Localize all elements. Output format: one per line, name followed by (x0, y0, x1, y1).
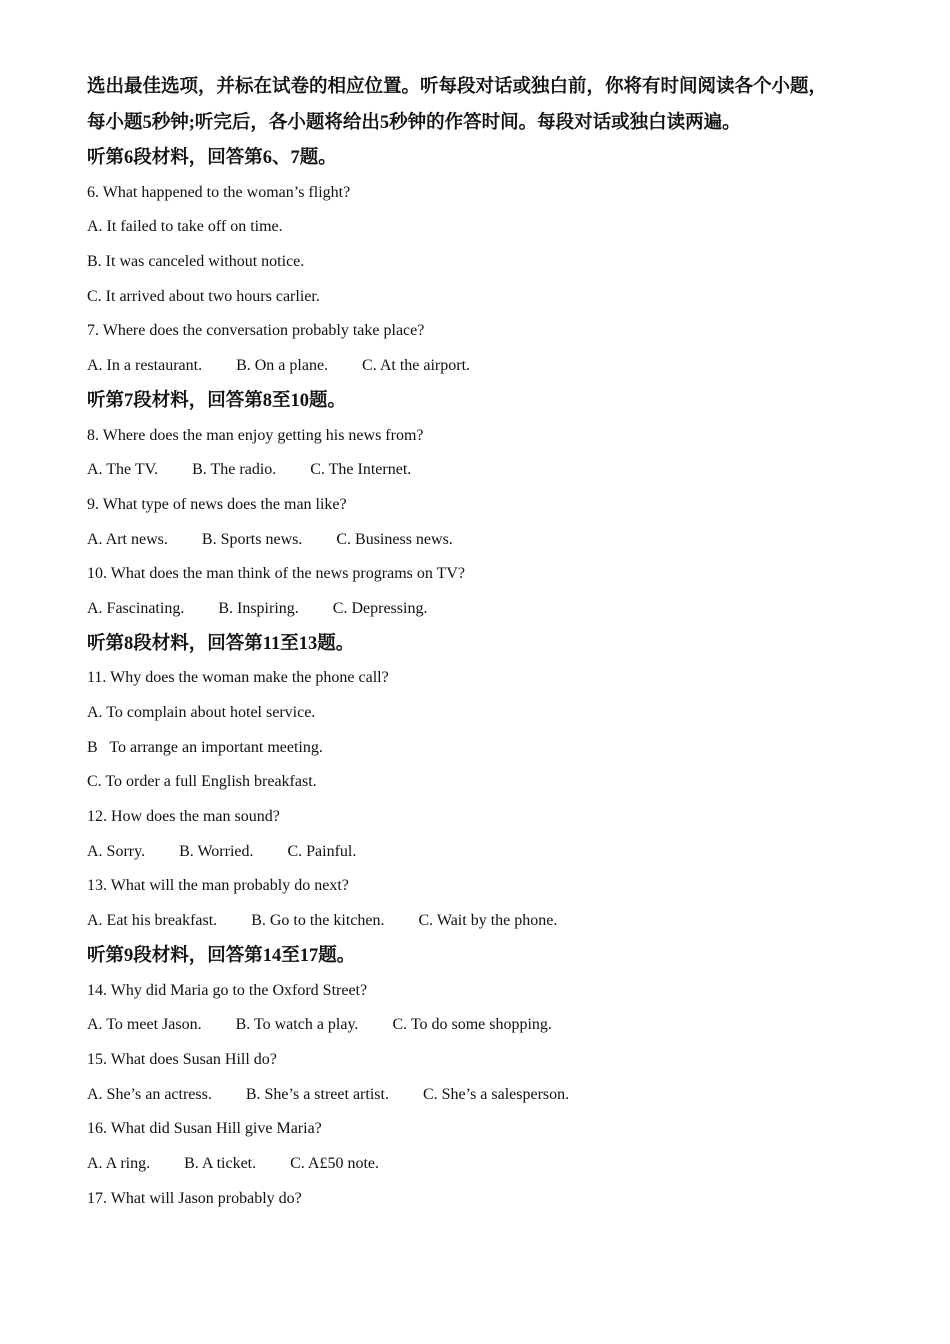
answer-option: C. To do some shopping. (392, 1016, 552, 1034)
answer-option: B. Worried. (179, 842, 254, 860)
answer-option: A. The TV. (87, 461, 159, 479)
exam-page (87, 70, 877, 1216)
options-line (87, 453, 877, 488)
answer-option: A. Eat his breakfast. (87, 912, 218, 930)
options-line (87, 835, 877, 870)
options-line (87, 1008, 877, 1043)
section-heading: 听第9段材料，回答第14至17题。 (87, 945, 356, 966)
question-text: 13. What will the man probably do next? (87, 877, 349, 895)
answer-option: A. Art news. (87, 530, 168, 548)
answer-option: A. Sorry. (87, 842, 146, 860)
question-text: 8. Where does the man enjoy getting his news from? (87, 426, 424, 444)
answer-option: A. It failed to take off on time. (87, 218, 283, 236)
options-line (87, 904, 877, 939)
question-text: 16. What did Susan Hill give Maria? (87, 1120, 322, 1138)
answer-option: A. To complain about hotel service. (87, 704, 316, 721)
answer-option: C. At the airport. (362, 357, 471, 375)
options-line (87, 349, 877, 384)
question-text: 7. Where does the conversation probably take place? (87, 322, 425, 340)
answer-option: C. A£50 note. (290, 1154, 380, 1172)
question-text: 12. How does the man sound? (87, 808, 280, 826)
question-text: 17. What will Jason probably do? (87, 1189, 302, 1207)
options-line (87, 592, 877, 627)
options-line (87, 280, 877, 315)
section-heading: 听第7段材料，回答第8至10题。 (87, 390, 347, 411)
section-heading: 听第8段材料，回答第11至13题。 (87, 633, 355, 654)
answer-option: B. On a plane. (236, 357, 329, 375)
answer-option: B. It was canceled without notice. (87, 253, 305, 271)
answer-option: B. She’s a street artist. (245, 1085, 389, 1103)
answer-option: C. Wait by the phone. (418, 912, 558, 930)
instructions-line-1: 选出最佳选项，并标在试卷的相应位置。听每段对话或独白前，你将有时间阅读各个小题， (87, 77, 828, 97)
options-line (87, 523, 877, 558)
answer-option: B To arrange an important meeting. (87, 738, 323, 756)
options-line (87, 245, 877, 280)
section-heading: 听第6段材料，回答第6、7题。 (87, 148, 337, 168)
answer-option: B. The radio. (192, 461, 277, 479)
answer-option: C. It arrived about two hours carlier. (87, 287, 320, 305)
question-text: 11. Why does the woman make the phone call? (87, 669, 389, 687)
answer-option: A. To meet Jason. (87, 1016, 202, 1034)
answer-option: A. Fascinating. (87, 599, 185, 617)
answer-option: B. Sports news. (201, 530, 303, 548)
answer-option: C. Depressing. (332, 599, 428, 617)
answer-option: B. A ticket. (184, 1154, 257, 1172)
answer-option: C. Painful. (287, 842, 357, 860)
options-line (87, 210, 877, 245)
answer-option: B. Go to the kitchen. (251, 912, 385, 930)
options-line (87, 1078, 877, 1113)
answer-option: A. A ring. (87, 1154, 151, 1172)
options-line (87, 765, 877, 800)
question-text: 15. What does Susan Hill do? (87, 1050, 277, 1068)
question-text: 6. What happened to the woman’s flight? (87, 183, 351, 201)
options-line (87, 696, 877, 731)
answer-option: C. The Internet. (310, 461, 412, 479)
answer-option: B. Inspiring. (218, 599, 299, 617)
options-line (87, 731, 877, 766)
answer-option: C. Business news. (336, 530, 453, 548)
question-text: 10. What does the man think of the news programs on TV? (87, 565, 465, 583)
instructions-line-2: 每小题5秒钟;听完后，各小题将给出5秒钟的作答时间。每段对话或独白读两遍。 (87, 112, 741, 133)
answer-option: A. In a restaurant. (87, 357, 203, 375)
question-text: 9. What type of news does the man like? (87, 495, 347, 513)
answer-option: B. To watch a play. (235, 1016, 359, 1034)
question-text: 14. Why did Maria go to the Oxford Street? (87, 981, 368, 999)
answer-option: A. She’s an actress. (87, 1085, 212, 1103)
options-line (87, 1147, 877, 1182)
answer-option: C. She’s a salesperson. (422, 1085, 570, 1103)
listening-sections (87, 141, 877, 1216)
answer-option: C. To order a full English breakfast. (87, 773, 317, 791)
